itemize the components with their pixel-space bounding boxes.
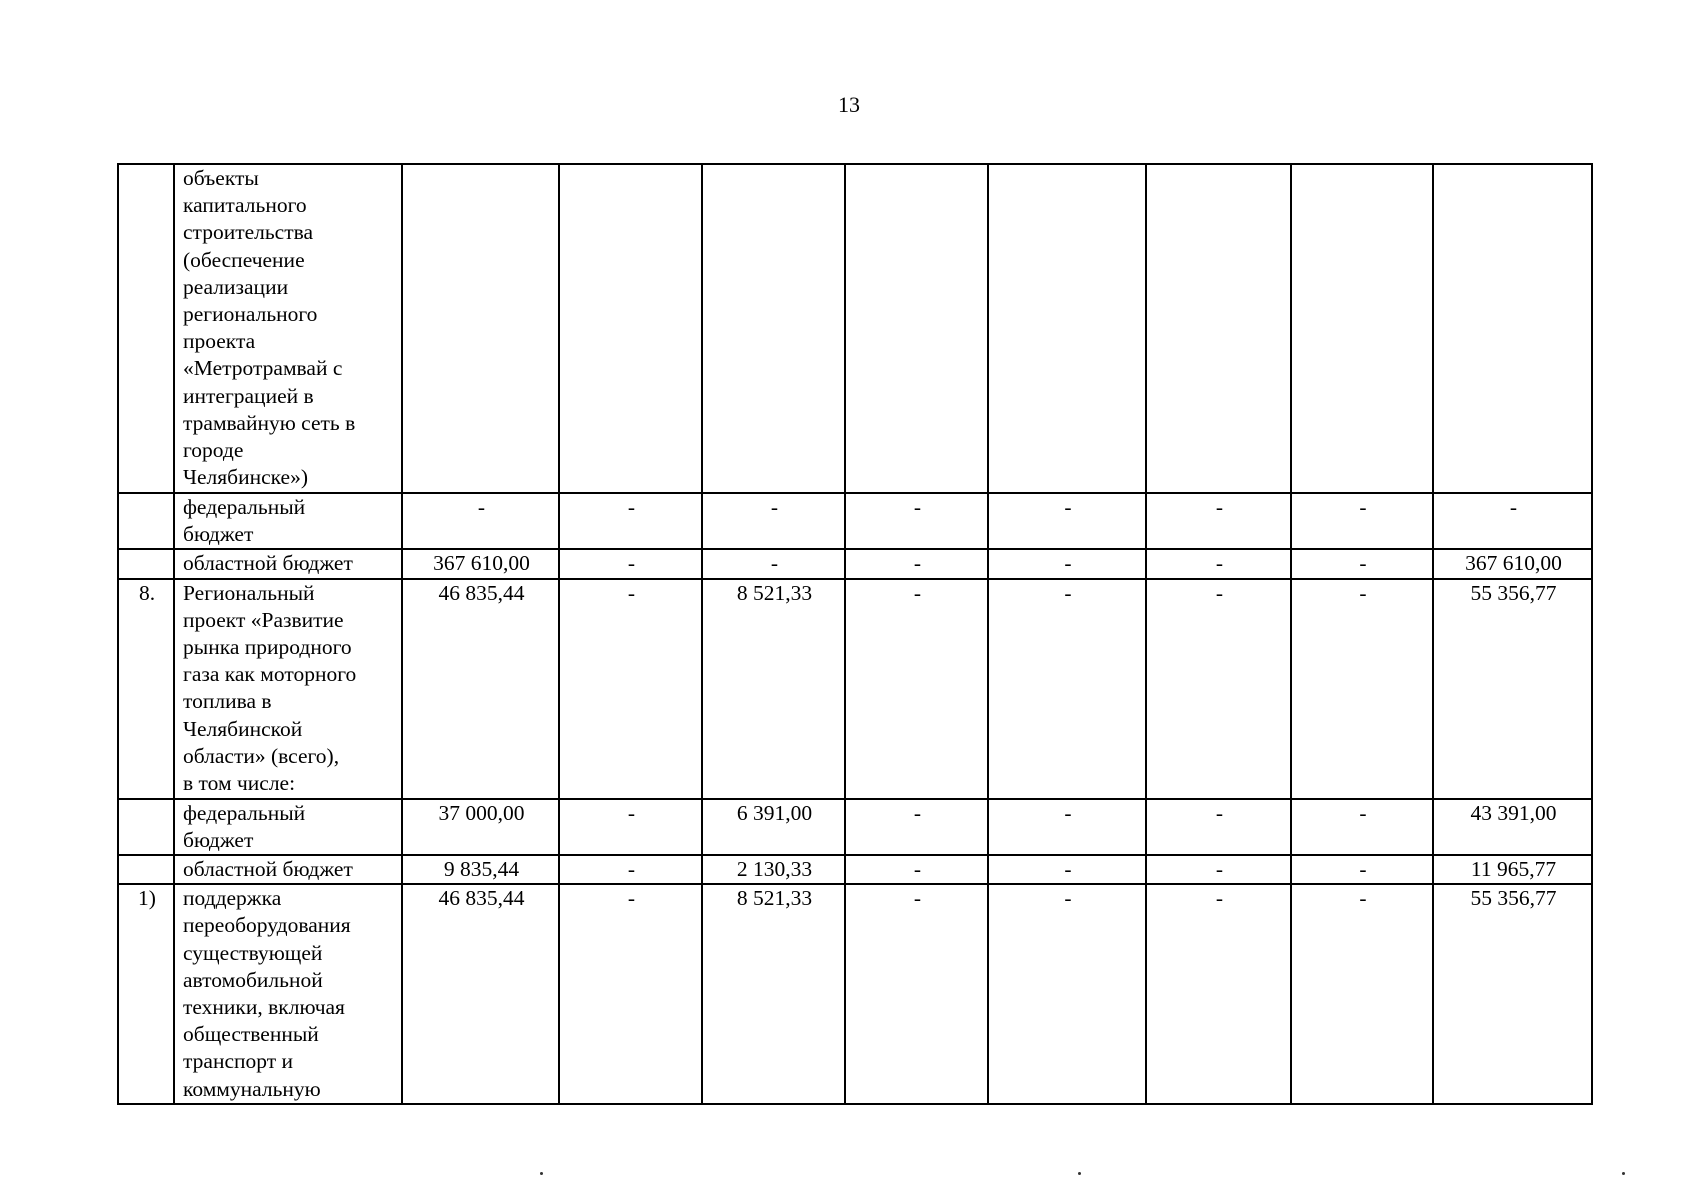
value-cell: - [1291,884,1433,1104]
value-cell: - [845,855,988,884]
value-cell: - [1146,799,1291,855]
value-cell: 6 391,00 [702,799,845,855]
value-cell: 11 965,77 [1433,855,1592,884]
value-cell [845,164,988,493]
row-number [118,164,174,493]
value-cell: 8 521,33 [702,579,845,799]
scan-artifact-dot [540,1172,543,1175]
table-row [118,164,1592,493]
value-cell: - [1146,855,1291,884]
value-cell: - [402,493,559,549]
value-cell: - [845,799,988,855]
value-cell: - [1291,493,1433,549]
value-cell: - [559,855,702,884]
value-cell [1146,164,1291,493]
value-cell: 2 130,33 [702,855,845,884]
value-cell: 43 391,00 [1433,799,1592,855]
value-cell: - [1146,884,1291,1104]
value-cell: 8 521,33 [702,884,845,1104]
row-label: поддержка переоборудования существующей автомобильной техники, включая общественный транспорт и коммунальную [174,884,402,1104]
row-label: федеральный бюджет [174,493,402,549]
value-cell: - [988,579,1146,799]
value-cell: - [988,549,1146,578]
page-number: 13 [838,92,860,117]
value-cell: - [1146,579,1291,799]
table-row [118,855,1592,884]
row-number: 8. [118,579,174,799]
row-number [118,549,174,578]
value-cell: - [1291,549,1433,578]
value-cell: - [702,549,845,578]
value-cell: - [1291,579,1433,799]
value-cell: - [845,493,988,549]
value-cell: - [988,493,1146,549]
value-cell: - [845,579,988,799]
value-cell: 9 835,44 [402,855,559,884]
row-label: федеральный бюджет [174,799,402,855]
table-row [118,549,1592,578]
row-label: объекты капитального строительства (обеспечение реализации регионального проекта «Метротрамвай с интеграцией в трамвайную сеть в городе Челябинске») [174,164,402,493]
budget-table [117,163,1593,1105]
row-number: 1) [118,884,174,1104]
table-row [118,884,1592,1104]
value-cell [988,164,1146,493]
value-cell: - [1291,799,1433,855]
value-cell: 46 835,44 [402,884,559,1104]
value-cell: - [1433,493,1592,549]
value-cell: - [988,855,1146,884]
value-cell: - [988,884,1146,1104]
value-cell: 367 610,00 [1433,549,1592,578]
value-cell: 37 000,00 [402,799,559,855]
row-label: областной бюджет [174,549,402,578]
value-cell [402,164,559,493]
value-cell [1291,164,1433,493]
value-cell [702,164,845,493]
value-cell [559,164,702,493]
value-cell: - [559,549,702,578]
value-cell: - [559,799,702,855]
scan-artifact-dot [1622,1172,1625,1175]
value-cell: 55 356,77 [1433,884,1592,1104]
value-cell [1433,164,1592,493]
table-row [118,799,1592,855]
value-cell: - [702,493,845,549]
row-number [118,855,174,884]
value-cell: - [845,884,988,1104]
value-cell: - [559,884,702,1104]
value-cell: 367 610,00 [402,549,559,578]
row-number [118,799,174,855]
table-row [118,579,1592,799]
scan-artifact-dot [1078,1172,1081,1175]
table-row [118,493,1592,549]
row-label: областной бюджет [174,855,402,884]
row-label: Региональный проект «Развитие рынка природного газа как моторного топлива в Челябинской области» (всего), в том числе: [174,579,402,799]
row-number [118,493,174,549]
value-cell: - [559,579,702,799]
value-cell: - [559,493,702,549]
value-cell: - [1146,549,1291,578]
value-cell: 55 356,77 [1433,579,1592,799]
value-cell: - [1146,493,1291,549]
value-cell: 46 835,44 [402,579,559,799]
value-cell: - [988,799,1146,855]
value-cell: - [1291,855,1433,884]
value-cell: - [845,549,988,578]
